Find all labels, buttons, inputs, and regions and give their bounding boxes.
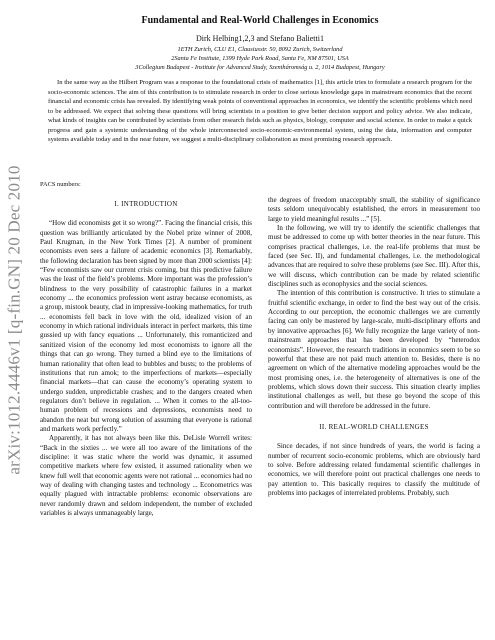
arxiv-identifier-stamp [2,0,28,640]
intro-paragraph-5: The intention of this contribution is constructive. It tries to stimulate a fruitful scientific exchange, in order to find the best way out of the crisis. According to our perception, the economic challenges we are currently facing can only be mastered by large-scale, multi-disciplinary efforts and by innovative approaches [6]. We fully recognize the large variety of non-mainstream approaches that has been developed by “heterodox economists”. However, the research traditions in economics seem to be so powerful that these are not paid much attention to. Besides, there is no agreement on which of the alternative modeling approaches would be the most promising ones, i.e. the heterogeneity of alternatives is one of the problems, which slows down their success. This situation clearly implies institutional challenges as well, but these go beyond the scope of this contribution and will therefore be addressed in the future. [268,289,480,410]
abstract: In the same way as the Hilbert Program was a response to the foundational crisis of mathematics [1], this article tries to formulate a research program for the socio-economic sciences. The aim of this contribution is to stimulate research in order to close serious knowledge gaps in mainstream economics that the recent financial and economic crisis has revealed. By identifying weak points of conventional approaches in economics, we identify the scientific problems which need to be addressed. We expect that solving these questions will bring scientists in a position to give better decision support and policy advice. We also indicate, what kinds of insights can be contributed by scientists from other research fields such as physics, biology, computer and social science. In order to make a quick progress and gain a systemic understanding of the whole interconnected socio-economic-environmental system, using the data, information and computer systems available today and in the near future, we suggest a multi-disciplinary collaboration as most promising research approach. [48,79,472,143]
affiliation-2: 2Santa Fe Institute, 1399 Hyde Park Road, Santa Fe, NM 87501, USA [171,55,349,62]
section-heading-introduction: I. INTRODUCTION [114,200,178,208]
paper-page [40,0,480,640]
arxiv-identifier: arXiv:1012.4446v1 [q-fin.GN] 20 Dec 2010 [5,165,24,475]
intro-paragraph-1: “How did economists get it so wrong?”. Facing the financial crisis, this question was brilliantly articulated by the Nobel prize winner of 2008, Paul Krugman, in the New York Times [2]. A number of prominent economists even sees a failure of academic economics [3]. Remarkably, the following declaration has been signed by more than 2000 scientists [4]: “Few economists saw our current crisis coming, but this predictive failure was the least of the field’s problems. More important was the profession’s blindness to the very possibility of catastrophic failures in a market economy ... the economics profession went astray because economists, as a group, mistook beauty, clad in impressive-looking mathematics, for truth ... economists fell back in love with the old, idealized vision of an economy in which rational individuals interact in perfect markets, this time gussied up with fancy equations ... Unfortunately, this romanticized and sanitized vision of the economy led most economists to ignore all the things that can go wrong. They turned a blind eye to the limitations of human rationality that often lead to bubbles and busts; to the problems of institutions that run amok; to the imperfections of markets—especially financial markets—that can cause the economy’s operating system to undergo sudden, unpredictable crashes; and to the dangers created when regulators don’t believe in regulation. ... When it comes to the all-too-human problem of recessions and depressions, economists need to abandon the neat but wrong solution of assuming that everyone is rational and markets work perfectly.” [40,219,252,433]
challenges-paragraph-1: Since decades, if not since hundreds of years, the world is facing a number of recurrent socio-economic problems, which are obviously hard to solve. Before addressing related fundamental scientific challenges in economics, we will therefore point out practical challenges one needs to pay attention to. This basically requires to classify the multitude of problems into packages of interrelated problems. Probably, such [268,442,480,497]
intro-paragraph-3: the degrees of freedom unacceptably small, the stability of significance tests seldom unequivocably established, the errors in measurement too large to yield meaningful results ...” [5]. [268,196,480,223]
intro-paragraph-2: Apparently, it has not always been like this. DeLisle Worrell writes: “Back in the sixties ... we were all too aware of the limitations of the discipline: it was static where the world was dynamic, it assumed competitive markets where few existed, it assumed rationality when we knew full well that economic agents were not rational ... economics had no way of dealing with changing tastes and technology ... Econometrics was equally plagued with intractable problems: economic observations are never randomly drawn and seldom independent, the number of excluded variables is always unmanageably large, [40,434,252,517]
right-column [268,196,480,498]
paper-authors: Dirk Helbing1,2,3 and Stefano Balietti1 [196,34,324,43]
affiliation-3: 3Collegium Budapest - Institute for Advanced Study, Szentháromság u. 2, 1014 Budapest, Hungary [135,64,385,71]
section-heading-real-world-challenges: II. REAL-WORLD CHALLENGES [319,422,429,431]
affiliation-1: 1ETH Zurich, CLU E1, Clausiusstr. 50, 8092 Zurich, Switzerland [177,46,343,53]
left-column [40,200,252,518]
intro-paragraph-4: In the following, we will try to identify the scientific challenges that must be addressed to come up with better theories in the near future. This comprises practical challenges, i.e. the real-life problems that must be faced (see Sec. II), and fundamental challenges, i.e. the methodological advances that are required to solve these problems (see Sec. III). After this, we will discuss, which contribution can be made by related scientific disciplines such as econophysics and the social sciences. [268,224,480,289]
paper-title: Fundamental and Real-World Challenges in Economics [141,15,379,26]
pacs-numbers: PACS numbers: [40,181,81,188]
